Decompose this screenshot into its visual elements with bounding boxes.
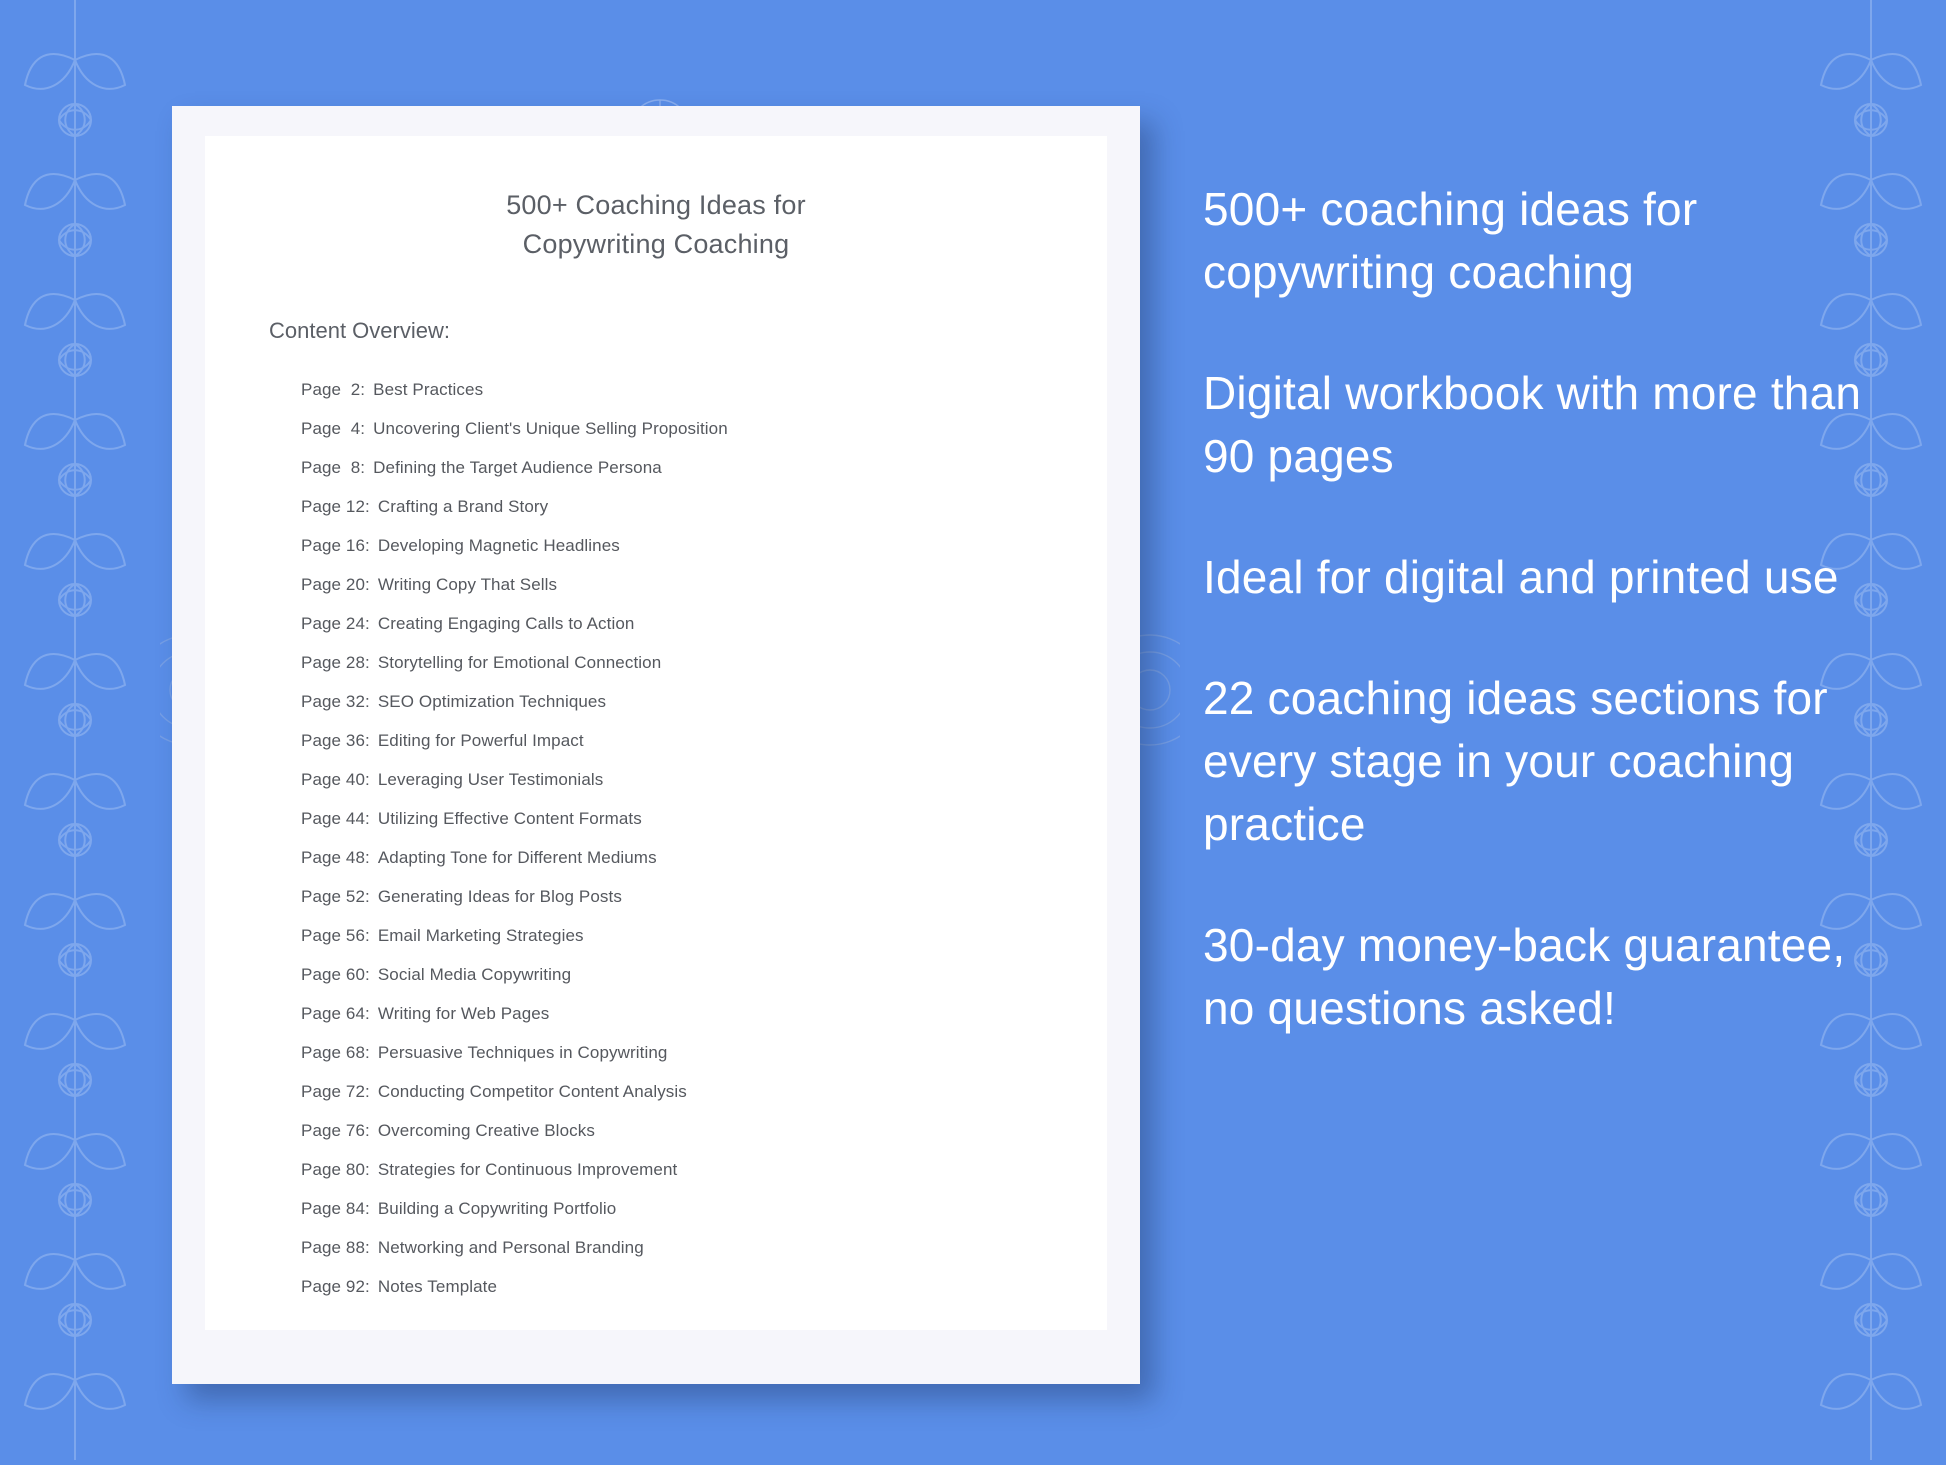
toc-entry-title: Notes Template	[377, 1276, 498, 1296]
marketing-bullet: Ideal for digital and printed use	[1203, 551, 1839, 603]
toc-entry-title: Utilizing Effective Content Formats	[377, 808, 642, 828]
toc-entry-title: Writing for Web Pages	[377, 1003, 550, 1023]
toc-entry	[205, 487, 1107, 526]
table-of-contents	[205, 344, 1107, 1306]
toc-entry-title: Uncovering Client's Unique Selling Proposition	[373, 418, 728, 438]
toc-entry-title: Storytelling for Emotional Connection	[377, 652, 662, 672]
floral-border-left-decoration	[0, 0, 150, 1460]
toc-entry-page: Page 92:	[301, 1276, 370, 1296]
toc-entry-page: Page 56:	[301, 925, 370, 945]
toc-entry-page: Page 2:	[301, 379, 366, 399]
toc-entry-title: Best Practices	[373, 379, 484, 399]
toc-entry-page: Page 80:	[301, 1159, 370, 1179]
marketing-bullet: Digital workbook with more than 90 pages	[1203, 367, 1862, 482]
toc-entry-page: Page 60:	[301, 964, 370, 984]
page-title-line-2: Copywriting Coaching	[522, 229, 790, 259]
toc-entry	[205, 409, 1107, 448]
page-title	[205, 136, 1107, 264]
toc-entry	[205, 1033, 1107, 1072]
toc-entry	[205, 916, 1107, 955]
toc-entry-title: Persuasive Techniques in Copywriting	[377, 1042, 668, 1062]
toc-entry-title: Developing Magnetic Headlines	[377, 535, 620, 555]
toc-entry-page: Page 44:	[301, 808, 370, 828]
toc-entry-title: Email Marketing Strategies	[377, 925, 584, 945]
toc-entry	[205, 994, 1107, 1033]
marketing-bullet: 30-day money-back guarantee, no questions asked!	[1203, 919, 1846, 1034]
toc-entry	[205, 565, 1107, 604]
marketing-bullets	[1203, 178, 1863, 1040]
toc-entry	[205, 877, 1107, 916]
toc-entry-page: Page 68:	[301, 1042, 370, 1062]
toc-entry-page: Page 8:	[301, 457, 366, 477]
toc-entry	[205, 721, 1107, 760]
toc-entry-title: Social Media Copywriting	[377, 964, 572, 984]
toc-entry-title: Creating Engaging Calls to Action	[377, 613, 635, 633]
toc-entry	[205, 1267, 1107, 1306]
toc-entry	[205, 682, 1107, 721]
toc-entry	[205, 604, 1107, 643]
toc-entry-title: Overcoming Creative Blocks	[377, 1120, 595, 1140]
toc-entry-title: Strategies for Continuous Improvement	[377, 1159, 678, 1179]
toc-entry-title: Editing for Powerful Impact	[377, 730, 584, 750]
toc-entry	[205, 526, 1107, 565]
toc-entry-page: Page 88:	[301, 1237, 370, 1257]
toc-entry	[205, 1072, 1107, 1111]
toc-entry-title: Defining the Target Audience Persona	[373, 457, 662, 477]
toc-entry	[205, 1228, 1107, 1267]
toc-entry	[205, 1150, 1107, 1189]
toc-entry-title: Adapting Tone for Different Mediums	[377, 847, 657, 867]
toc-entry-page: Page 20:	[301, 574, 370, 594]
page-title-line-1: 500+ Coaching Ideas for	[506, 190, 806, 220]
toc-entry	[205, 760, 1107, 799]
marketing-bullet: 500+ coaching ideas for copywriting coaching	[1203, 183, 1698, 298]
toc-entry-title: Writing Copy That Sells	[377, 574, 558, 594]
toc-entry-page: Page 36:	[301, 730, 370, 750]
toc-entry-page: Page 28:	[301, 652, 370, 672]
toc-entry	[205, 1189, 1107, 1228]
toc-entry-title: Building a Copywriting Portfolio	[377, 1198, 617, 1218]
toc-entry-page: Page 64:	[301, 1003, 370, 1023]
toc-entry	[205, 448, 1107, 487]
workbook-page	[205, 136, 1107, 1330]
content-overview-label: Content Overview:	[269, 318, 450, 343]
toc-entry	[205, 643, 1107, 682]
toc-entry-page: Page 16:	[301, 535, 370, 555]
toc-entry-page: Page 48:	[301, 847, 370, 867]
toc-entry-title: SEO Optimization Techniques	[377, 691, 607, 711]
toc-entry-page: Page 72:	[301, 1081, 370, 1101]
toc-entry-page: Page 40:	[301, 769, 370, 789]
toc-entry-page: Page 12:	[301, 496, 370, 516]
toc-entry	[205, 955, 1107, 994]
marketing-bullet: 22 coaching ideas sections for every stage in your coaching practice	[1203, 672, 1828, 850]
toc-entry	[205, 1111, 1107, 1150]
toc-entry-title: Generating Ideas for Blog Posts	[377, 886, 622, 906]
toc-entry-page: Page 4:	[301, 418, 366, 438]
toc-entry-title: Networking and Personal Branding	[377, 1237, 644, 1257]
toc-entry-title: Leveraging User Testimonials	[377, 769, 604, 789]
toc-entry-page: Page 24:	[301, 613, 370, 633]
toc-entry-title: Conducting Competitor Content Analysis	[377, 1081, 687, 1101]
toc-entry-page: Page 84:	[301, 1198, 370, 1218]
toc-entry-page: Page 52:	[301, 886, 370, 906]
toc-entry-page: Page 76:	[301, 1120, 370, 1140]
toc-entry	[205, 799, 1107, 838]
toc-entry	[205, 838, 1107, 877]
toc-entry	[205, 370, 1107, 409]
toc-entry-title: Crafting a Brand Story	[377, 496, 549, 516]
toc-entry-page: Page 32:	[301, 691, 370, 711]
